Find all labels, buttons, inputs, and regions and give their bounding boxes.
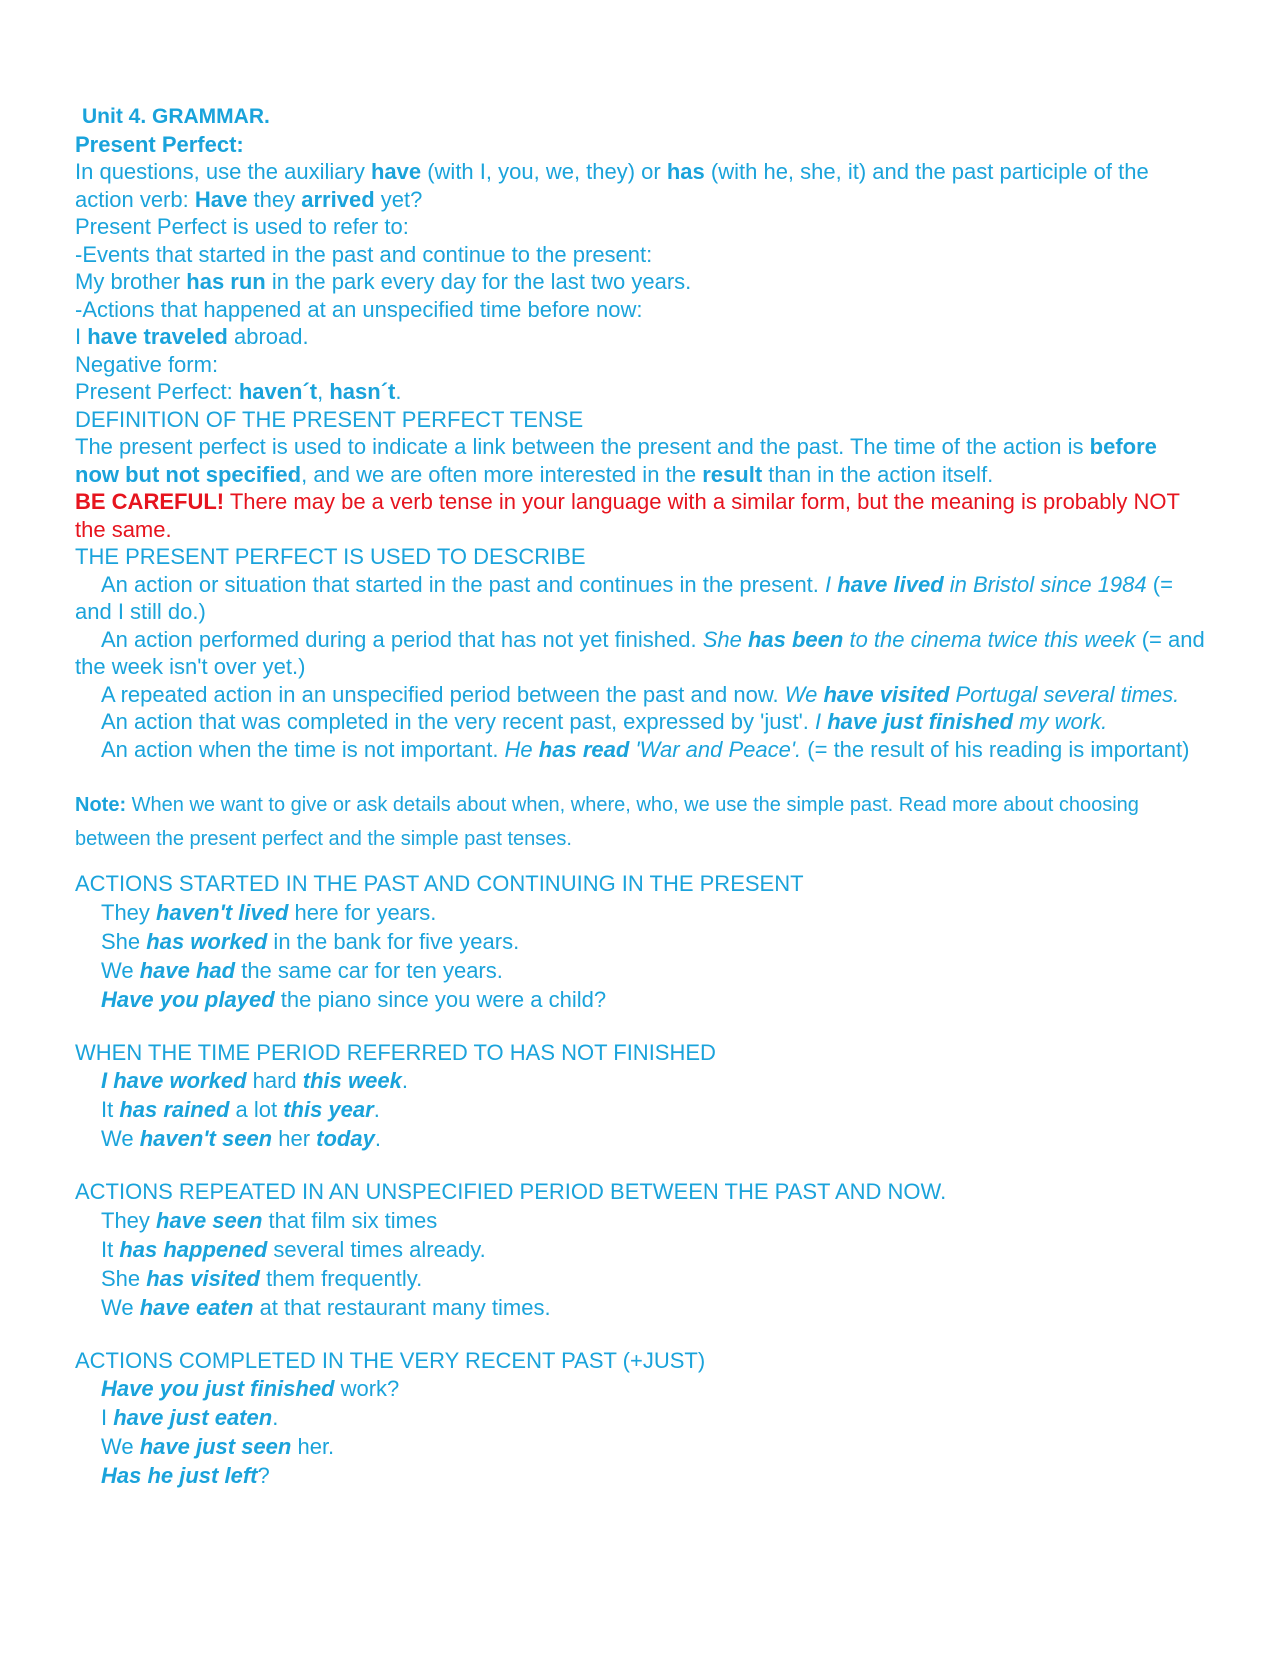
example-list-item xyxy=(75,1066,1205,1095)
example-list-item xyxy=(75,1264,1205,1293)
actions-unspecified-line: -Actions that happened at an unspecified time before now: xyxy=(75,296,643,322)
example-pre: I xyxy=(101,1405,114,1430)
example-pre: She xyxy=(101,928,147,954)
definition-paragraph: The present perfect is used to indicate a link between the present and the past. The time of the action is before now but not specified, and we are often more interested in the result than in the action itself. xyxy=(75,434,1157,487)
example-verb: have just eaten xyxy=(113,1405,273,1430)
example-list-item xyxy=(75,1374,1205,1403)
example-time: this week xyxy=(302,1068,402,1093)
example-list-item xyxy=(75,956,1205,985)
example-list-item xyxy=(75,1461,1205,1490)
document-body xyxy=(75,103,1205,1490)
example-list-item xyxy=(75,1432,1205,1461)
example-verb: have had xyxy=(139,957,236,983)
example-post: several times already. xyxy=(267,1236,486,1262)
example-post: . xyxy=(374,1126,381,1151)
negative-form-line: Negative form: xyxy=(75,351,219,377)
example-post: . xyxy=(272,1405,279,1430)
example-mid: hard xyxy=(246,1068,303,1093)
example-text: She xyxy=(702,626,748,652)
example-post: . xyxy=(401,1068,408,1093)
describe-item xyxy=(75,681,1205,709)
used-to-refer-line: Present Perfect is used to refer to: xyxy=(75,214,409,239)
example-post: that film six times xyxy=(262,1207,438,1233)
example-text: I xyxy=(815,709,828,734)
events-started-line: -Events that started in the past and continue to the present: xyxy=(75,241,653,267)
example-verb: Has he just left xyxy=(101,1463,258,1488)
describe-item xyxy=(75,708,1205,736)
example-list-item xyxy=(75,1124,1205,1153)
example-post: in the bank for five years. xyxy=(267,928,520,954)
negative-example: Present Perfect: haven´t, hasn´t. xyxy=(75,379,402,404)
example-post: her. xyxy=(291,1434,335,1459)
example-time: this year xyxy=(283,1097,374,1122)
example-post: work? xyxy=(334,1376,400,1401)
example-mid: a lot xyxy=(229,1097,284,1122)
traveled-example: I have traveled abroad. xyxy=(75,324,309,349)
example-verb: Have you played xyxy=(101,986,275,1012)
example-note: (= and I still do.) xyxy=(75,571,1173,624)
example-post: . xyxy=(373,1097,380,1122)
example-verb: have eaten xyxy=(139,1294,254,1320)
example-verb: haven't seen xyxy=(139,1126,273,1151)
spacer xyxy=(75,856,1205,870)
example-pre: They xyxy=(101,1207,157,1233)
example-verb: has been xyxy=(747,626,844,652)
example-pre: It xyxy=(101,1097,120,1122)
example-verb: has visited xyxy=(146,1265,260,1291)
example-pre: We xyxy=(101,1294,140,1320)
example-verb: have just seen xyxy=(139,1434,292,1459)
describe-item xyxy=(75,626,1205,681)
example-verb: have seen xyxy=(156,1207,263,1233)
section-not-finished-list xyxy=(75,1066,1205,1153)
describe-item xyxy=(75,736,1205,764)
example-verb: have visited xyxy=(823,681,950,707)
spacer xyxy=(75,1322,1205,1347)
example-verb: Have you just finished xyxy=(101,1376,335,1401)
example-note: (= and the week isn't over yet.) xyxy=(75,626,1205,679)
note-paragraph: Note: When we want to give or ask details about when, where, who, we use the simple past. Read more about choosing between the present perfect and the simple past tenses. xyxy=(75,794,1139,850)
section-not-finished-heading: WHEN THE TIME PERIOD REFERRED TO HAS NOT FINISHED xyxy=(75,1039,716,1065)
example-post: at that restaurant many times. xyxy=(253,1294,551,1320)
section-continuing-list xyxy=(75,898,1205,1014)
example-verb: has worked xyxy=(146,928,268,954)
example-text: to the cinema twice this week xyxy=(843,626,1136,652)
describe-item-text: An action performed during a period that has not yet finished. xyxy=(101,626,703,652)
brother-example: My brother has run in the park every day for the last two years. xyxy=(75,269,692,294)
example-post: the piano since you were a child? xyxy=(274,986,607,1012)
describe-heading: THE PRESENT PERFECT IS USED TO DESCRIBE xyxy=(75,544,586,569)
example-verb: has happened xyxy=(119,1236,268,1262)
example-verb: has rained xyxy=(119,1097,230,1122)
example-verb: have just finished xyxy=(827,709,1014,734)
present-perfect-heading: Present Perfect: xyxy=(75,131,244,157)
example-pre: We xyxy=(101,957,140,983)
example-time: today xyxy=(316,1126,375,1151)
example-text: in Bristol since 1984 xyxy=(943,571,1147,597)
example-verb: have lived xyxy=(837,571,944,597)
section-repeated-list xyxy=(75,1206,1205,1322)
example-list-item xyxy=(75,1206,1205,1235)
example-text: We xyxy=(784,681,824,707)
example-list-item xyxy=(75,898,1205,927)
describe-item-text: An action or situation that started in the past and continues in the present. xyxy=(101,571,826,597)
example-verb: I have worked xyxy=(101,1068,247,1093)
spacer xyxy=(75,1153,1205,1178)
example-text: my work. xyxy=(1013,709,1108,734)
example-list-item xyxy=(75,1235,1205,1264)
definition-heading: DEFINITION OF THE PRESENT PERFECT TENSE xyxy=(75,406,584,432)
section-just-heading: ACTIONS COMPLETED IN THE VERY RECENT PAST (+JUST) xyxy=(75,1347,706,1373)
example-list-item xyxy=(75,1403,1205,1432)
example-list-item xyxy=(75,985,1205,1014)
describe-item-text: An action that was completed in the very recent past, expressed by 'just'. xyxy=(101,709,815,734)
questions-paragraph: In questions, use the auxiliary have (with I, you, we, they) or has (with he, she, it) and the past participle of the action verb: Have they arrived yet? xyxy=(75,159,1149,212)
example-text: 'War and Peace'. xyxy=(629,736,802,762)
example-pre: They xyxy=(101,899,157,925)
page-title: Unit 4. GRAMMAR. xyxy=(82,105,270,128)
example-post: ? xyxy=(257,1463,270,1488)
be-careful-warning: BE CAREFUL! There may be a verb tense in your language with a similar form, but the meaning is probably NOT the same. xyxy=(75,489,1180,542)
section-repeated-heading: ACTIONS REPEATED IN AN UNSPECIFIED PERIOD BETWEEN THE PAST AND NOW. xyxy=(75,1179,947,1204)
example-post: them frequently. xyxy=(259,1265,423,1291)
example-list-item xyxy=(75,1293,1205,1322)
example-pre: It xyxy=(101,1236,120,1262)
spacer xyxy=(75,1014,1205,1039)
example-post: here for years. xyxy=(288,899,437,925)
example-list-item xyxy=(75,927,1205,956)
example-text: He xyxy=(504,736,539,762)
example-text: I xyxy=(825,571,838,597)
describe-item-text: A repeated action in an unspecified period between the past and now. xyxy=(101,681,785,707)
section-continuing-heading: ACTIONS STARTED IN THE PAST AND CONTINUING IN THE PRESENT xyxy=(75,871,804,896)
example-note: (= the result of his reading is important) xyxy=(801,736,1190,762)
describe-item-text: An action when the time is not important. xyxy=(101,736,505,762)
example-mid: her xyxy=(272,1126,317,1151)
example-text: Portugal several times. xyxy=(949,681,1180,707)
section-just-list xyxy=(75,1374,1205,1490)
example-post: the same car for ten years. xyxy=(235,957,503,983)
spacer xyxy=(75,763,1205,788)
example-pre: We xyxy=(101,1434,140,1459)
example-pre: We xyxy=(101,1126,140,1151)
example-pre: She xyxy=(101,1265,147,1291)
example-list-item xyxy=(75,1095,1205,1124)
describe-list xyxy=(75,571,1205,764)
example-verb: haven't lived xyxy=(156,899,289,925)
example-verb: has read xyxy=(538,736,630,762)
describe-item xyxy=(75,571,1205,626)
